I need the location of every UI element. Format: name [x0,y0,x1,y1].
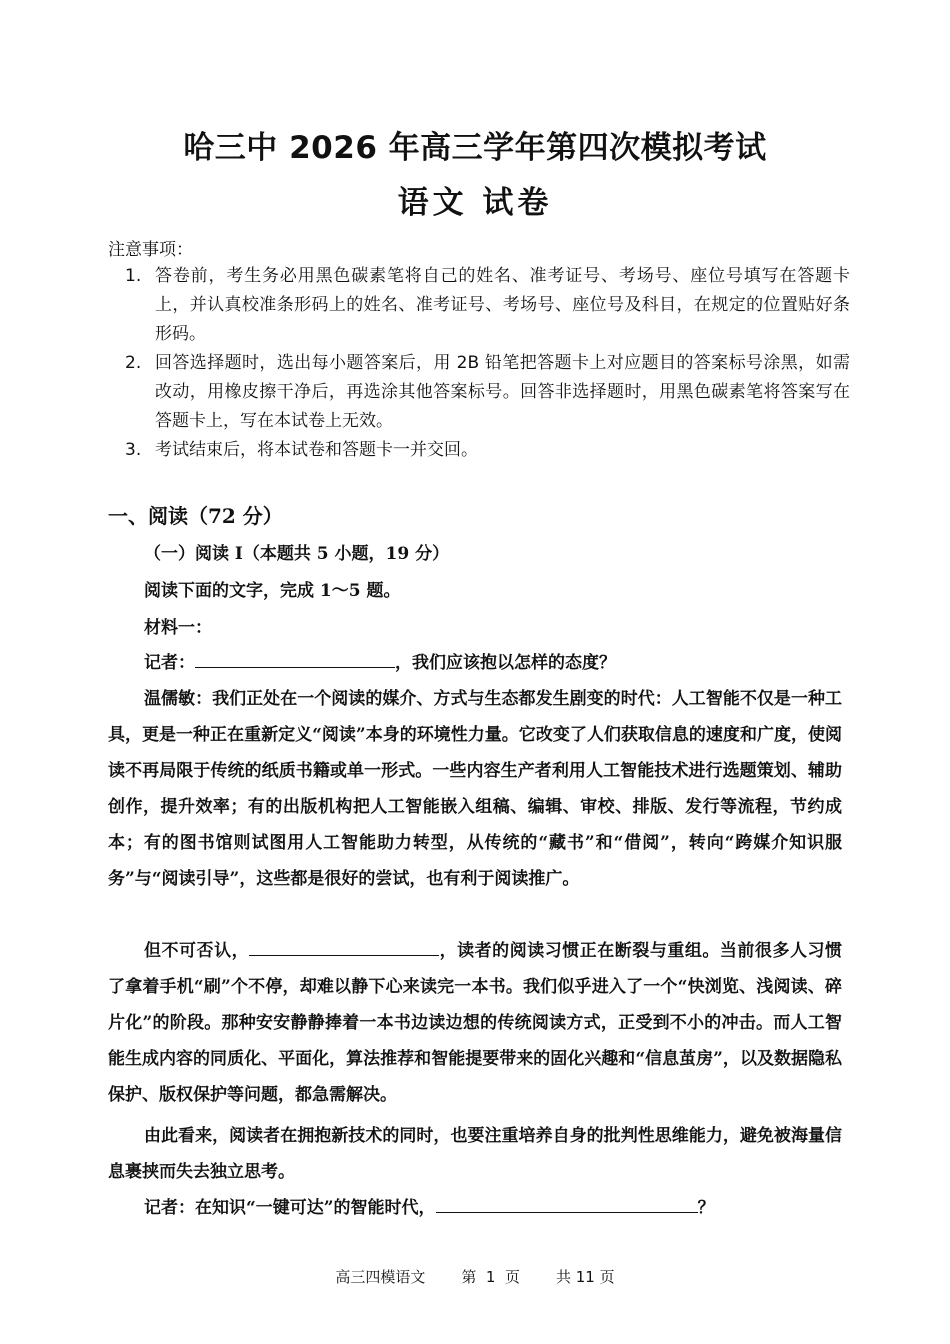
footer-page-number: 第 1 页 [461,1268,520,1286]
passage-paragraph-1: 温儒敏：我们正处在一个阅读的媒介、方式与生态都发生剧变的时代：人工智能不仅是一种工具，更是一种正在重新定义“阅读”本身的环境性力量。它改变了人们获取信息的速度和广度，使阅读不再局限于传统的纸质书籍或单一形式。一些内容生产者利用人工智能技术进行选题策划、辅助创作，提升效率；有的出版机构把人工智能嵌入组稿、编辑、审校、排版、发行等流程，节约成本；有的图书馆则试图用人工智能助力转型，从传统的“藏书”和“借阅”，转向“跨媒介知识服务”与“阅读引导”，这些都是很好的尝试，也有利于阅读推广。 [108,689,842,889]
notice-item [125,436,850,465]
fill-blank-1 [195,649,395,668]
notice-item-number: 1. [125,266,142,286]
paragraph-2-rest: ，读者的阅读习惯正在断裂与重组。当前很多人习惯了拿着手机“刷”个不停，却难以静下心来读完一本书。我们似乎进入了一个“快浏览、浅阅读、碎片化”的阶段。那种安安静静捧着一本书边读边想的传统阅读方式，正受到不小的冲击。而人工智能生成内容的同质化、平面化，算法推荐和智能提要带来的固化兴趣和“信息茧房”，以及数据隐私保护、版权保护等问题，都急需解决。 [108,941,843,1105]
notice-item [125,349,850,436]
page-footer [0,1266,950,1287]
question-1-prefix: 记者： [144,653,195,673]
fill-blank-3 [436,1194,698,1213]
paragraph-2-prefix: 但不可否认， [144,941,250,961]
notice-item-text: 回答选择题时，选出每小题答案后，用 2B 铅笔把答题卡上对应题目的答案标号涂黑，如需改动，用橡皮擦干净后，再选涂其他答案标号。回答非选择题时，用黑色碳素笔将答案写在答题卡上，写在本试卷上无效。 [155,353,850,431]
question-2-suffix: ？ [697,1198,715,1218]
subsection-heading: （一）阅读 I（本题共 5 小题，19 分） [144,544,450,564]
notice-item-text: 答卷前，考生务必用黑色碳素笔将自己的姓名、准考证号、考场号、座位号填写在答题卡上，并认真校准条形码上的姓名、准考证号、考场号、座位号及科目，在规定的位置贴好条形码。 [155,266,850,344]
question-1-suffix: ，我们应该抱以怎样的态度？ [395,653,616,673]
passage-question-1 [108,645,842,681]
fill-blank-2 [249,937,439,956]
notice-item-text: 考试结束后，将本试卷和答题卡一并交回。 [155,440,478,460]
notice-list [125,262,850,465]
passage-question-2 [108,1190,842,1226]
section-heading: 一、阅读（72 分） [108,504,283,528]
notice-item-number: 2. [125,353,142,373]
exam-subtitle: 语文 试卷 [397,185,553,221]
question-2-prefix: 记者：在知识“一键可达”的智能时代， [144,1198,436,1218]
notice-item-number: 3. [125,440,142,460]
reading-instruction: 阅读下面的文字，完成 1～5 题。 [144,581,401,601]
notice-heading: 注意事项： [108,240,193,260]
footer-total-pages: 共 11 页 [556,1268,615,1286]
material-label: 材料一： [144,618,212,638]
passage-paragraph-3: 由此看来，阅读者在拥抱新技术的同时，也要注重培养自身的批判性思维能力，避免被海量信息裹挟而失去独立思考。 [108,1126,842,1182]
notice-item [125,262,850,349]
footer-exam-name: 高三四模语文 [335,1268,426,1286]
exam-title: 哈三中 2026 年高三学年第四次模拟考试 [183,130,767,166]
passage-paragraph-2 [108,933,842,1113]
